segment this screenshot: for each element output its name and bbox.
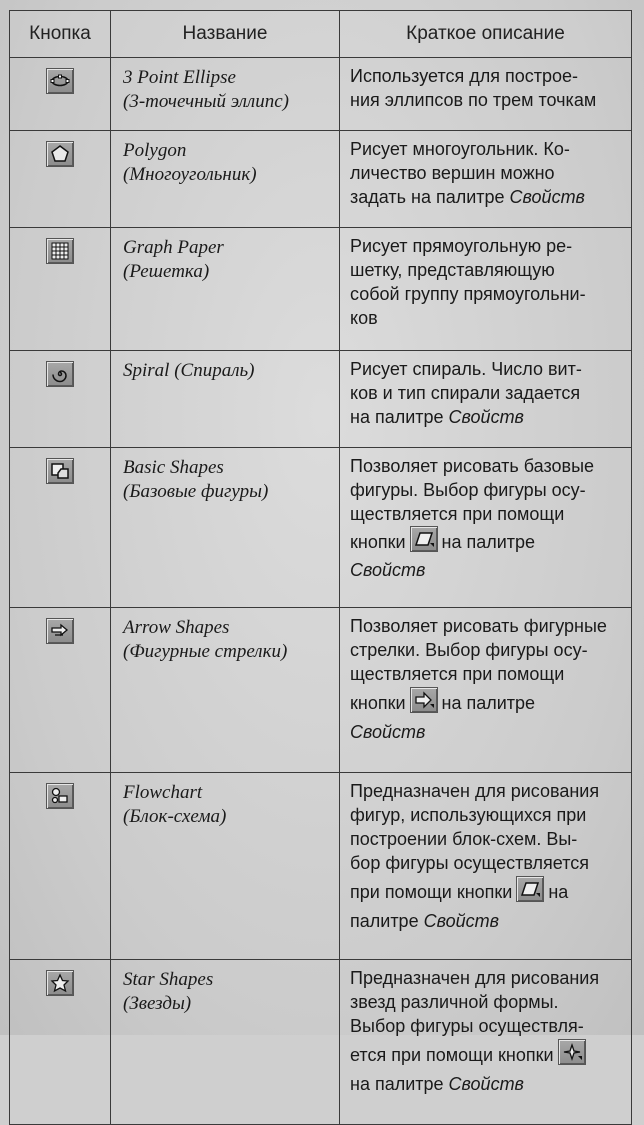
desc-line: Рисует многоугольник. Ко- xyxy=(350,139,570,159)
star-shapes-icon xyxy=(46,970,74,996)
desc-line: Позволяет рисовать базовые xyxy=(350,456,595,476)
spiral-icon xyxy=(46,361,74,387)
desc-line: личество вершин можно xyxy=(350,163,555,183)
tool-name-en: Flowchart xyxy=(123,782,203,803)
desc-line: ществляется при помощи xyxy=(350,504,565,524)
desc-line: фигуры. Выбор фигуры осу- xyxy=(350,480,586,500)
tool-name-ru: (3-точечный эллипс) xyxy=(123,91,289,112)
polygon-icon xyxy=(46,141,74,167)
desc-line: ществляется при помощи xyxy=(350,664,565,684)
desc-line: Рисует спираль. Число вит- xyxy=(350,359,582,379)
desc-line xyxy=(350,558,625,582)
tool-name-en: Arrow Shapes xyxy=(123,617,230,638)
header-button: Кнопка xyxy=(10,11,111,58)
tool-name-en: Basic Shapes xyxy=(123,457,224,478)
desc-line: кнопки на палитре xyxy=(350,526,625,558)
parallelogram-shape-icon xyxy=(516,876,544,902)
table-row xyxy=(10,448,632,608)
basic-shapes-icon xyxy=(46,458,74,484)
3-point-ellipse-icon xyxy=(46,68,74,94)
tool-name-ru: (Базовые фигуры) xyxy=(123,481,269,502)
desc-line: при помощи кнопки на xyxy=(350,875,625,909)
desc-line: на палитре Свойств xyxy=(350,1074,524,1094)
desc-line: ков xyxy=(350,308,378,328)
table-row xyxy=(10,58,632,131)
tool-name-en: Spiral (Спираль) xyxy=(123,360,255,381)
header-description: Краткое описание xyxy=(340,11,632,58)
desc-line: бор фигуры осуществляется xyxy=(350,853,589,873)
table-row xyxy=(10,960,632,1125)
desc-line: ков и тип спирали задается xyxy=(350,383,581,403)
desc-line: звезд различной формы. xyxy=(350,992,559,1012)
desc-line: собой группу прямоугольни- xyxy=(350,284,586,304)
table-row xyxy=(10,228,632,351)
tool-name-en: Polygon xyxy=(123,140,187,161)
arrow-shape-icon xyxy=(410,687,438,713)
desc-line: шетку, представляющую xyxy=(350,260,555,280)
desc-line: на палитре Свойств xyxy=(350,407,524,427)
tool-name-ru: (Звезды) xyxy=(123,993,192,1014)
tool-name-ru: (Решетка) xyxy=(123,261,210,282)
desc-line: палитре Свойств xyxy=(350,911,500,931)
arrow-shapes-icon xyxy=(46,618,74,644)
properties-palette-ref: Свойств xyxy=(509,187,585,207)
tool-name-en: Graph Paper xyxy=(123,237,224,258)
graph-paper-icon xyxy=(46,238,74,264)
desc-line: ния эллипсов по трем точкам xyxy=(350,90,597,110)
desc-line: фигур, использующихся при xyxy=(350,805,587,825)
table-row xyxy=(10,131,632,228)
table-row xyxy=(10,608,632,773)
desc-line: Выбор фигуры осуществля- xyxy=(350,1016,584,1036)
tool-name-ru: (Многоугольник) xyxy=(123,164,257,185)
parallelogram-shape-icon xyxy=(410,526,438,552)
properties-palette-ref: Свойств xyxy=(448,407,524,427)
tool-name-en: Star Shapes xyxy=(123,969,214,990)
desc-line: Предназначен для рисования xyxy=(350,781,600,801)
desc-line: построении блок-схем. Вы- xyxy=(350,829,578,849)
desc-line: Позволяет рисовать фигурные xyxy=(350,616,607,636)
tool-name-en: 3 Point Ellipse xyxy=(123,67,236,88)
star-shape-icon xyxy=(558,1039,586,1065)
table-row xyxy=(10,773,632,960)
desc-line: Рисует прямоугольную ре- xyxy=(350,236,573,256)
desc-line: ется при помощи кнопки xyxy=(350,1038,625,1072)
desc-line xyxy=(350,720,625,744)
flowchart-icon xyxy=(46,783,74,809)
desc-line: кнопки на палитре xyxy=(350,686,625,720)
desc-line: Предназначен для рисования xyxy=(350,968,600,988)
properties-palette-ref: Свойств xyxy=(448,1074,524,1094)
tool-name-ru: (Фигурные стрелки) xyxy=(123,641,288,662)
toolbar-buttons-table xyxy=(9,10,632,1125)
properties-palette-ref: Свойств xyxy=(350,722,426,742)
table-header-row xyxy=(10,11,632,58)
desc-line: стрелки. Выбор фигуры осу- xyxy=(350,640,588,660)
desc-line: задать на палитре Свойств xyxy=(350,187,585,207)
header-name: Название xyxy=(111,11,340,58)
properties-palette-ref: Свойств xyxy=(423,911,500,931)
tool-name-ru: (Блок-схема) xyxy=(123,806,227,827)
desc-line: Используется для построе- xyxy=(350,66,579,86)
properties-palette-ref: Свойств xyxy=(350,560,426,580)
table-row xyxy=(10,351,632,448)
